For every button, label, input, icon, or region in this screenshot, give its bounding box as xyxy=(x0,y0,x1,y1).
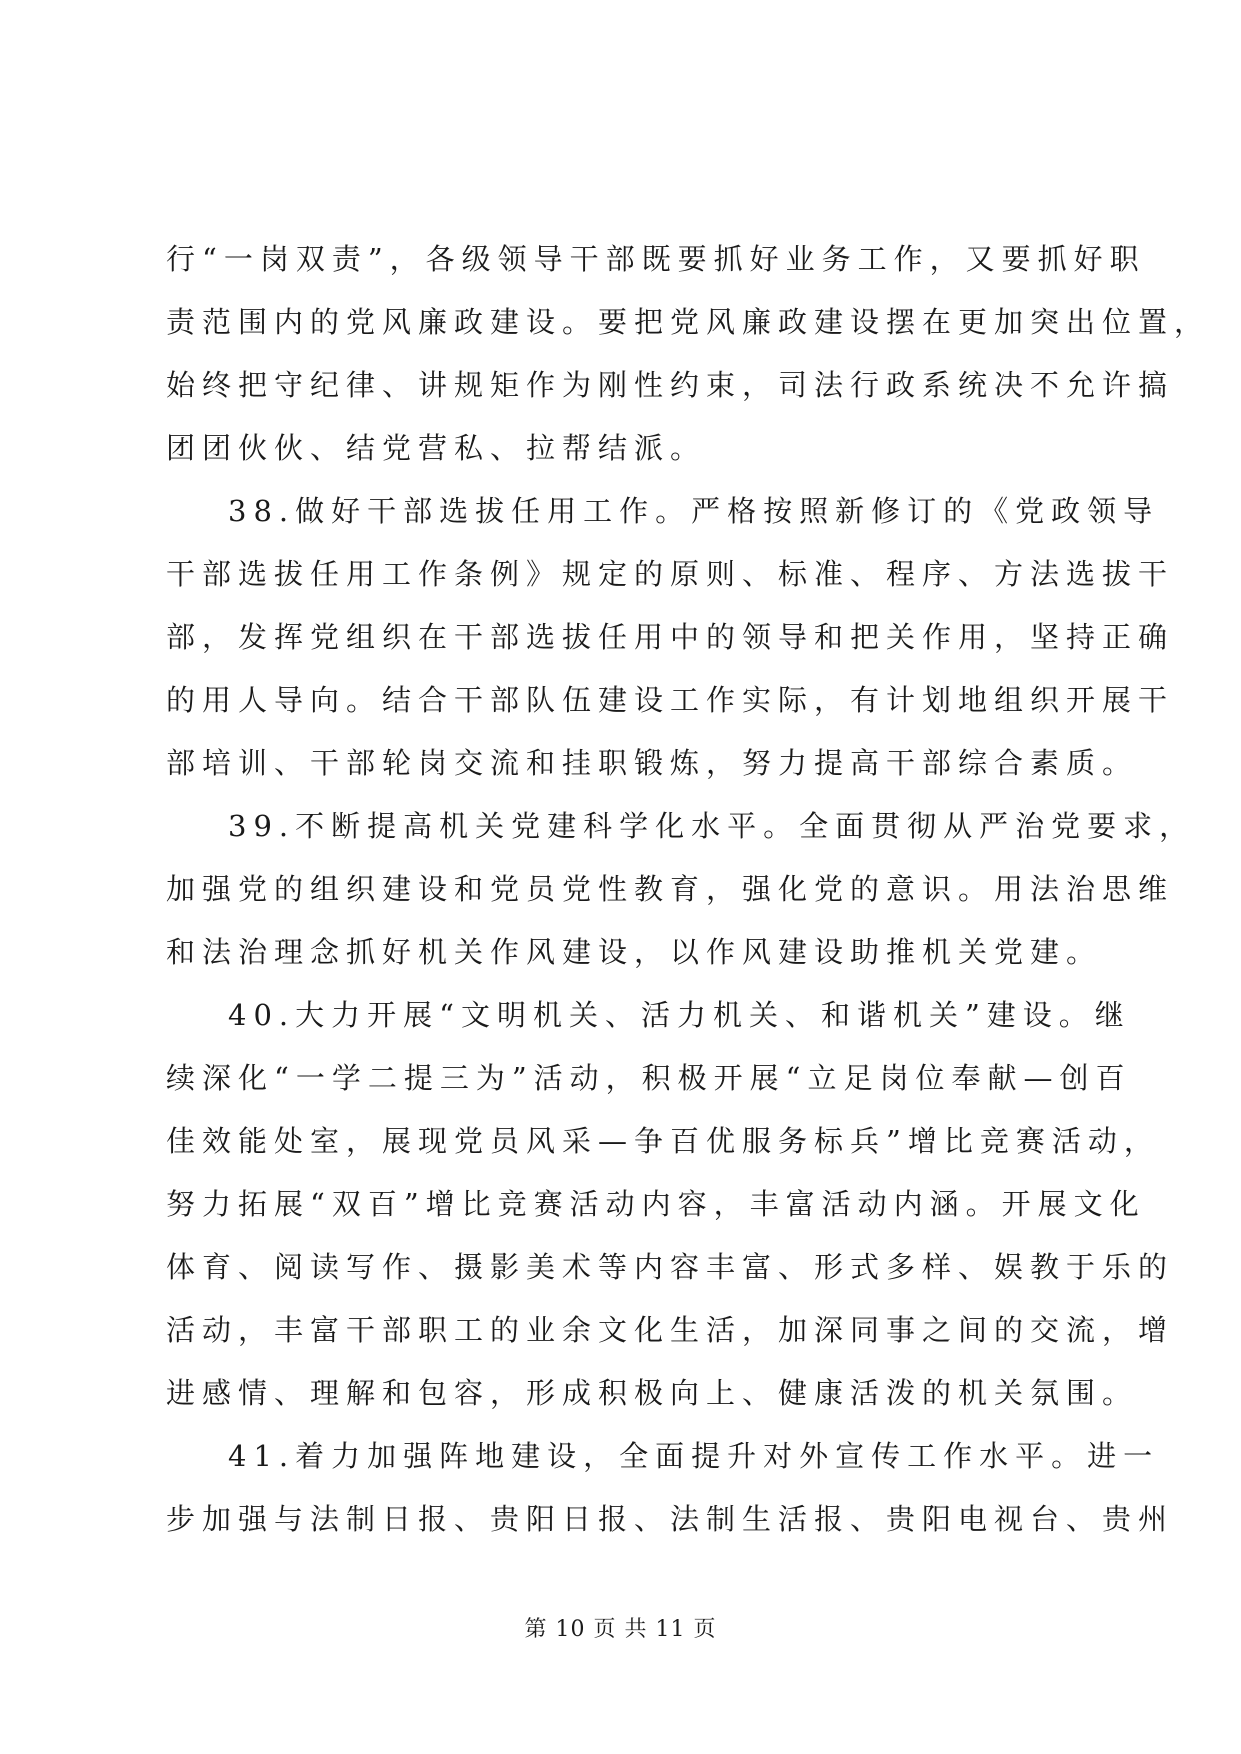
text-line: 干部选拔任用工作条例》规定的原则、标准、程序、方法选拔干 xyxy=(166,557,1175,591)
text-line: 始终把守纪律、讲规矩作为刚性约束，司法行政系统决不允许搞 xyxy=(166,368,1175,402)
text-line: 佳效能处室，展现党员风采—争百优服务标兵”增比竞赛活动， xyxy=(166,1124,1160,1158)
text-line: 行“一岗双责”，各级领导干部既要抓好业务工作，又要抓好职 xyxy=(166,242,1146,276)
text-line: 责范围内的党风廉政建设。要把党风廉政建设摆在更加突出位置， xyxy=(166,305,1211,339)
text-line: 努力拓展“双百”增比竞赛活动内容，丰富活动内涵。开展文化 xyxy=(166,1187,1146,1221)
page-footer: 第 10 页 共 11 页 xyxy=(524,1617,717,1642)
text-line: 39.不断提高机关党建科学化水平。全面贯彻从严治党要求， xyxy=(228,809,1196,843)
text-line: 41.着力加强阵地建设，全面提升对外宣传工作水平。进一 xyxy=(228,1439,1160,1473)
text-line: 步加强与法制日报、贵阳日报、法制生活报、贵阳电视台、贵州 xyxy=(166,1502,1175,1536)
text-line: 的用人导向。结合干部队伍建设工作实际，有计划地组织开展干 xyxy=(166,683,1175,717)
text-line: 体育、阅读写作、摄影美术等内容丰富、形式多样、娱教于乐的 xyxy=(166,1250,1175,1284)
text-line: 38.做好干部选拔任用工作。严格按照新修订的《党政领导 xyxy=(228,494,1160,528)
text-line: 部培训、干部轮岗交流和挂职锻炼，努力提高干部综合素质。 xyxy=(166,746,1139,780)
text-line: 部，发挥党组织在干部选拔任用中的领导和把关作用，坚持正确 xyxy=(166,620,1175,654)
text-line: 和法治理念抓好机关作风建设，以作风建设助推机关党建。 xyxy=(166,935,1103,969)
text-line: 进感情、理解和包容，形成积极向上、健康活泼的机关氛围。 xyxy=(166,1376,1139,1410)
text-line: 团团伙伙、结党营私、拉帮结派。 xyxy=(166,431,707,465)
body-text xyxy=(166,228,1211,1551)
text-line: 40.大力开展“文明机关、活力机关、和谐机关”建设。继 xyxy=(228,998,1131,1032)
text-line: 加强党的组织建设和党员党性教育，强化党的意识。用法治思维 xyxy=(166,872,1175,906)
text-line: 活动，丰富干部职工的业余文化生活，加深同事之间的交流，增 xyxy=(166,1313,1175,1347)
text-line: 续深化“一学二提三为”活动，积极开展“立足岗位奉献—创百 xyxy=(166,1061,1132,1095)
